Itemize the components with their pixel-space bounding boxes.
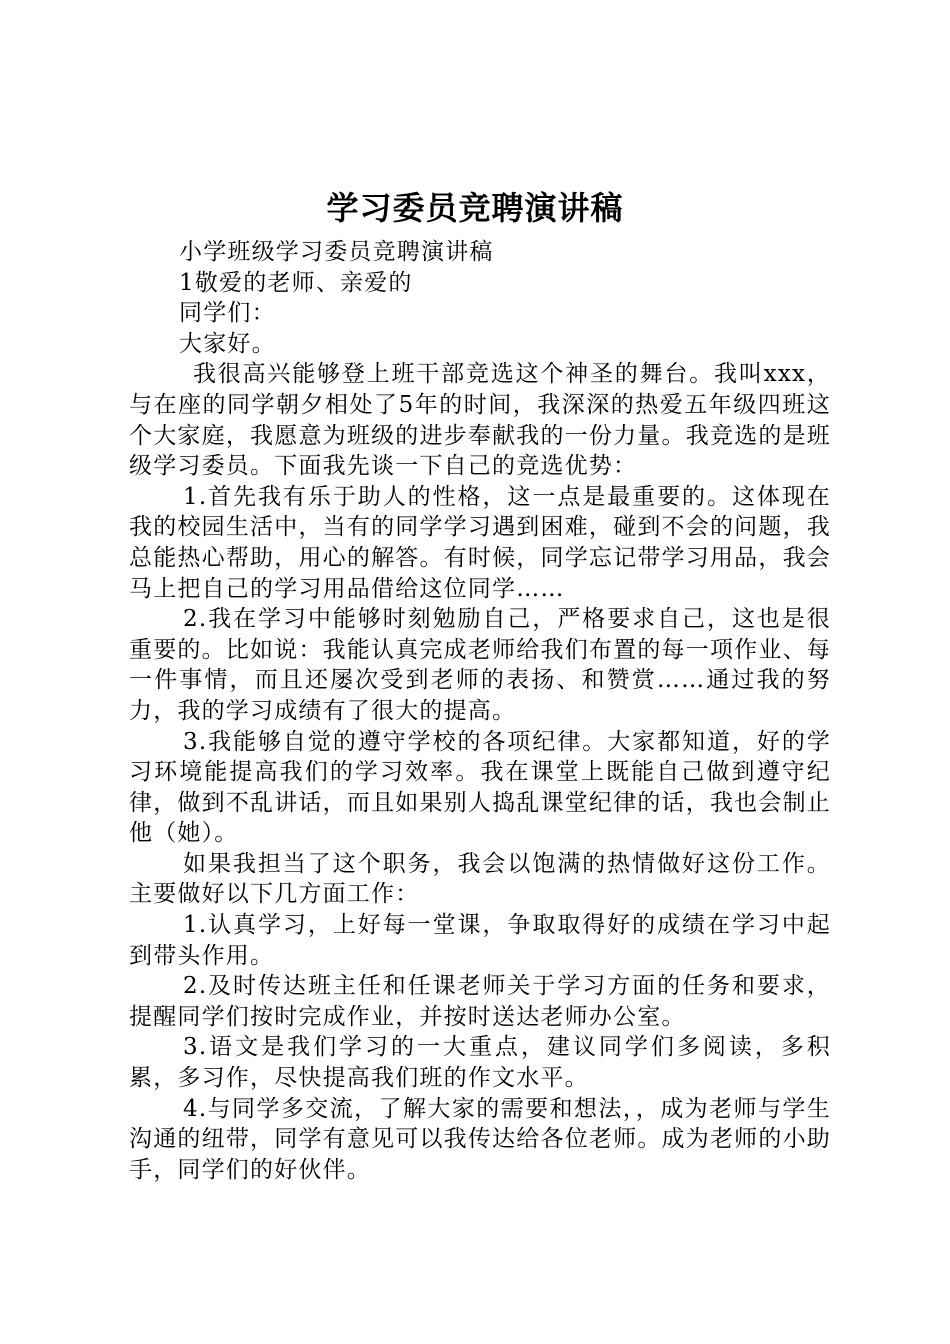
salutation-line: 同学们： xyxy=(179,300,276,327)
greeting-line: 大家好。 xyxy=(179,330,276,357)
salutation-line: 1敬爱的老师、亲爱的 xyxy=(179,269,413,296)
plan-intro-paragraph: 如果我担当了这个职务，我会以饱满的热情做好这份工作。主要做好以下几方面工作： xyxy=(129,850,831,908)
strength-item: 2.我在学习中能够时刻勉励自己，严格要求自己，这也是很重要的。比如说：我能认真完成老师给我们布置的每一项作业、每一件事情，而且还屡次受到老师的表扬、和赞赏……通过我的努力，我的学习成绩有了很大的提高。 xyxy=(129,606,831,724)
intro-paragraph: 我很高兴能够登上班干部竞选这个神圣的舞台。我叫xxx，与在座的同学朝夕相处了5年的时间，我深深的热爱五年级四班这个大家庭，我愿意为班级的进步奉献我的一份力量。我竞选的是班级学习委员。下面我先谈一下自己的竞选优势： xyxy=(129,361,831,480)
document-title: 学习委员竞聘演讲稿 xyxy=(326,189,624,227)
plan-item: 2.及时传达班主任和任课老师关于学习方面的任务和要求，提醒同学们按时完成作业，并按时送达老师办公室。 xyxy=(129,973,831,1030)
subtitle-line: 小学班级学习委员竞聘演讲稿 xyxy=(179,239,494,265)
strength-item: 3.我能够自觉的遵守学校的各项纪律。大家都知道，好的学习环境能提高我们的学习效率。我在课堂上既能自己做到遵守纪律，做到不乱讲话，而且如果别人捣乱课堂纪律的话，我也会制止他（她）。 xyxy=(129,728,831,847)
plan-item: 4.与同学多交流，了解大家的需要和想法，，成为老师与学生沟通的纽带，同学有意见可以我传达给各位老师。成为老师的小助手，同学们的好伙伴。 xyxy=(129,1095,831,1183)
plan-item: 1.认真学习，上好每一堂课，争取取得好的成绩在学习中起到带头作用。 xyxy=(129,912,831,969)
document-body xyxy=(129,237,831,1185)
strength-item: 1.首先我有乐于助人的性格，这一点是最重要的。这体现在我的校园生活中，当有的同学学习遇到困难，碰到不会的问题，我总能热心帮助，用心的解答。有时候，同学忘记带学习用品，我会马上把自己的学习用品借给这位同学…… xyxy=(129,483,831,602)
plan-item: 3.语文是我们学习的一大重点，建议同学们多阅读，多积累，多习作，尽快提高我们班的作文水平。 xyxy=(129,1034,831,1092)
